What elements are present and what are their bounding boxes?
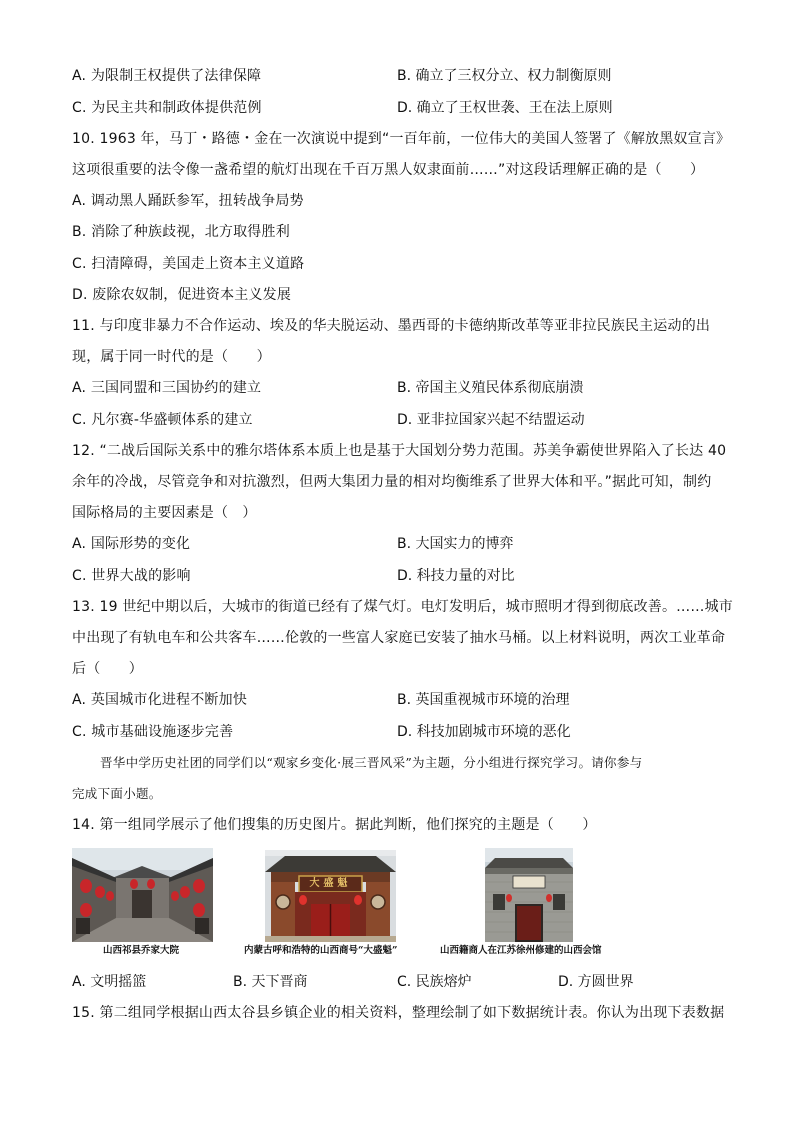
shanxi-guild-hall-photo <box>485 848 573 942</box>
q14-option-c: C. 民族熔炉 <box>397 974 472 990</box>
q10-option-a: A. 调动黑人踊跃参军，扭转战争局势 <box>72 193 304 209</box>
q13-stem-line2: 中出现了有轨电车和公共客车……伦敦的一些富人家庭已安装了抽水马桶。以上材料说明，两次工业革命 <box>72 630 726 646</box>
q11-stem-line2: 现，属于同一时代的是（ ） <box>72 349 271 365</box>
q11-option-c: C. 凡尔赛-华盛顿体系的建立 <box>72 412 253 428</box>
q12-stem-line3: 国际格局的主要因素是（ ） <box>72 505 257 521</box>
q13-option-b: B. 英国重视城市环境的治理 <box>397 692 570 708</box>
caption-da-sheng-kui: 内蒙古呼和浩特的山西商号“大盛魁” <box>244 945 398 956</box>
q10-stem-line1: 10. 1963 年，马丁・路德・金在一次演说中提到“一百年前，一位伟大的美国人签署了《解放黑奴宣言》 <box>72 131 731 147</box>
q12-option-a: A. 国际形势的变化 <box>72 536 191 552</box>
q14-option-d: D. 方圆世界 <box>558 974 634 990</box>
q9-option-d: D. 确立了王权世袭、王在法上原则 <box>397 100 613 116</box>
group-intro-line1: 晋华中学历史社团的同学们以“观家乡变化·展三晋风采”为主题，分小组进行探究学习。请你参与 <box>100 755 643 770</box>
q13-stem-line1: 13. 19 世纪中期以后，大城市的街道已经有了煤气灯。电灯发明后，城市照明才得到彻底改善。……城市 <box>72 599 733 615</box>
q14-stem: 14. 第一组同学展示了他们搜集的历史图片。据此判断，他们探究的主题是（ ） <box>72 817 597 833</box>
q10-option-b: B. 消除了种族歧视，北方取得胜利 <box>72 224 290 240</box>
q11-option-a: A. 三国同盟和三国协约的建立 <box>72 380 262 396</box>
q14-option-b: B. 天下晋商 <box>233 974 308 990</box>
q12-option-b: B. 大国实力的博弈 <box>397 536 514 552</box>
da-sheng-kui-sign-text: 大盛魁 <box>309 878 352 889</box>
da-sheng-kui-gate-photo <box>265 850 396 942</box>
q11-stem-line1: 11. 与印度非暴力不合作运动、埃及的华夫脱运动、墨西哥的卡德纳斯改革等亚非拉民族民主运动的出 <box>72 318 711 334</box>
q9-option-c: C. 为民主共和制政体提供范例 <box>72 100 262 116</box>
q9-option-a: A. 为限制王权提供了法律保障 <box>72 68 262 84</box>
q13-option-c: C. 城市基础设施逐步完善 <box>72 724 234 740</box>
q10-stem-line2: 这项很重要的法令像一盏希望的航灯出现在千百万黑人奴隶面前……”对这段话理解正确的是（ ） <box>72 162 705 178</box>
q14-option-a: A. 文明摇篮 <box>72 974 147 990</box>
q11-option-b: B. 帝国主义殖民体系彻底崩溃 <box>397 380 584 396</box>
caption-shanxi-guild-hall: 山西籍商人在江苏徐州修建的山西会馆 <box>440 945 602 956</box>
q15-stem-line1: 15. 第二组同学根据山西太谷县乡镇企业的相关资料，整理绘制了如下数据统计表。你认为出现下表数据 <box>72 1005 725 1021</box>
caption-qiao-family-courtyard: 山西祁县乔家大院 <box>103 945 180 956</box>
q11-option-d: D. 亚非拉国家兴起不结盟运动 <box>397 412 585 428</box>
q13-option-a: A. 英国城市化进程不断加快 <box>72 692 248 708</box>
q12-option-c: C. 世界大战的影响 <box>72 568 191 584</box>
q12-stem-line2: 余年的冷战，尽管竞争和对抗激烈，但两大集团力量的相对均衡维系了世界大体和平。”据此可知，制约 <box>72 474 712 490</box>
q10-option-d: D. 废除农奴制，促进资本主义发展 <box>72 287 292 303</box>
q9-option-b: B. 确立了三权分立、权力制衡原则 <box>397 68 612 84</box>
q10-option-c: C. 扫清障碍，美国走上资本主义道路 <box>72 256 305 272</box>
q12-option-d: D. 科技力量的对比 <box>397 568 515 584</box>
q13-option-d: D. 科技加剧城市环境的恶化 <box>397 724 571 740</box>
q13-stem-line3: 后（ ） <box>72 661 143 677</box>
q12-stem-line1: 12. “二战后国际关系中的雅尔塔体系本质上也是基于大国划分势力范围。苏美争霸使世界陷入了长达 40 <box>72 443 727 459</box>
qiao-family-courtyard-photo <box>72 848 213 942</box>
group-intro-line2: 完成下面小题。 <box>72 786 162 801</box>
